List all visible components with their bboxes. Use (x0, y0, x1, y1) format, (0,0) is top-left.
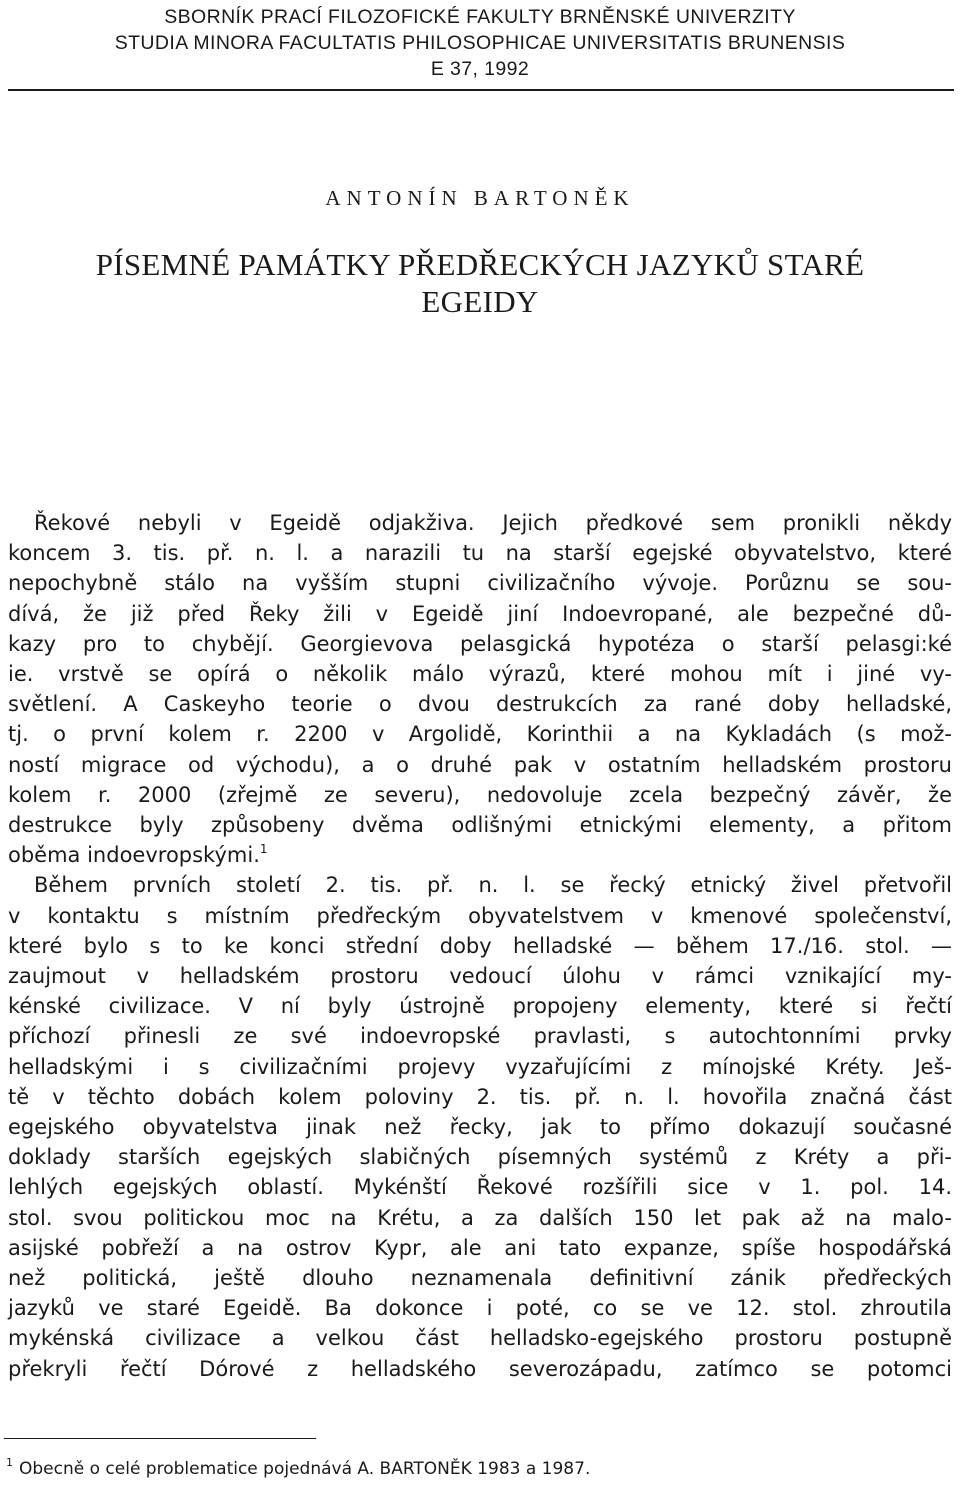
article-title-line-2: EGEIDY (421, 284, 539, 319)
volume-year: E 37, 1992 (430, 58, 530, 80)
body-line: kazy pro to chybějí. Georgievova pelasgická hypotéza o starší pelasgi:ké (8, 631, 952, 656)
footnote-reference[interactable]: 1 (259, 842, 268, 857)
body-line: tj. o první kolem r. 2200 v Argolidě, Korinthii a na Kykladách (s mož- (8, 722, 952, 747)
body-line: dívá, že již před Řeky žili v Egeidě jiní Indoevropané, ale bezpečné dů- (8, 601, 952, 626)
article-author: ANTONÍN BARTONĚK (325, 186, 635, 210)
body-line: destrukce byly způsobeny dvěma odlišnými etnickými elementy, a přitom (8, 813, 952, 838)
body-line: tě v těchto dobách kolem poloviny 2. tis. př. n. l. hovořila značná část (8, 1084, 952, 1109)
journal-title-latin: STUDIA MINORA FACULTATIS PHILOSOPHICAE UNIVERSITATIS BRUNENSIS (114, 32, 846, 54)
body-line: egejského obyvatelstva jinak než řecky, jak to přímo dokazují současné (8, 1115, 952, 1140)
journal-header (0, 4, 960, 82)
body-line: které bylo s to ke konci střední doby helladské — během 17./16. stol. — (8, 933, 952, 958)
body-line: koncem 3. tis. př. n. l. a narazili tu na starší egejské obyvatelstvo, které (8, 541, 952, 566)
article-title (0, 246, 960, 320)
body-line: jazyků ve staré Egeidě. Ba dokonce i poté, co se ve 12. stol. zhroutila (8, 1296, 952, 1321)
body-line: překryli řečtí Dórové z helladského severozápadu, zatímco se potomci (8, 1356, 952, 1381)
body-line: mykénská civilizace a velkou část helladsko-egejského prostoru postupně (8, 1326, 952, 1351)
article-body (8, 508, 952, 1384)
body-line: světlení. A Caskeyho teorie o dvou destrukcích za rané doby helladské, (8, 692, 952, 717)
body-line: příchozí přinesli ze své indoevropské pravlasti, s autochtonními prvky (8, 1024, 952, 1049)
footnote-rule (4, 1438, 316, 1439)
body-line: stol. svou politickou moc na Krétu, a za dalších 150 let pak až na malo- (8, 1205, 952, 1230)
body-line: Během prvních století 2. tis. př. n. l. se řecký etnický živel přetvořil (34, 873, 952, 898)
body-line: doklady starších egejských slabičných písemných systémů z Kréty a při- (8, 1145, 952, 1170)
footnote-mark: 1 (6, 1456, 13, 1469)
header-rule (8, 89, 954, 91)
body-line-text: oběma indoevropskými. (8, 843, 260, 868)
body-line: zaujmout v helladském prostoru vedoucí úlohu v rámci vznikající my- (8, 964, 952, 989)
body-line: než politická, ještě dlouho neznamenala definitivní zánik předřeckých (8, 1266, 952, 1291)
body-line: kolem r. 2000 (zřejmě ze severu), nedovoluje zcela bezpečný závěr, že (8, 782, 952, 807)
article-title-line-1: PÍSEMNÉ PAMÁTKY PŘEDŘECKÝCH JAZYKŮ STARÉ (95, 247, 865, 282)
journal-title-czech: SBORNÍK PRACÍ FILOZOFICKÉ FAKULTY BRNĚNSKÉ UNIVERZITY (164, 6, 796, 28)
body-line: Řekové nebyli v Egeidě odjakživa. Jejich předkové sem pronikli někdy (34, 511, 952, 535)
body-line-with-footnote (8, 840, 952, 870)
body-line: kénské civilizace. V ní byly ústrojně propojeny elementy, které si řečtí (8, 994, 952, 1019)
footnote (6, 1456, 591, 1479)
body-line: ností migrace od východu), a o druhé pak v ostatním helladském prostoru (8, 752, 952, 777)
body-line: nepochybně stálo na vyšším stupni civilizačního vývoje. Porůznu se sou- (8, 571, 952, 596)
body-line: v kontaktu s místním předřeckým obyvatelstvem v kmenové společenství, (8, 903, 952, 928)
body-line: lehlých egejských oblastí. Mykénští Řekové rozšířili sice v 1. pol. 14. (8, 1175, 952, 1200)
body-line: ie. vrstvě se opírá o několik málo výrazů, které mohou mít i jiné vy- (8, 662, 952, 687)
footnote-text: Obecně o celé problematice pojednává A. BARTONĚK 1983 a 1987. (19, 1459, 591, 1479)
body-line: asijské pobřeží a na ostrov Kypr, ale ani tato expanze, spíše hospodářská (8, 1235, 952, 1260)
body-line: helladskými i s civilizačními projevy vyzařujícími z mínojské Kréty. Ješ- (8, 1054, 952, 1079)
